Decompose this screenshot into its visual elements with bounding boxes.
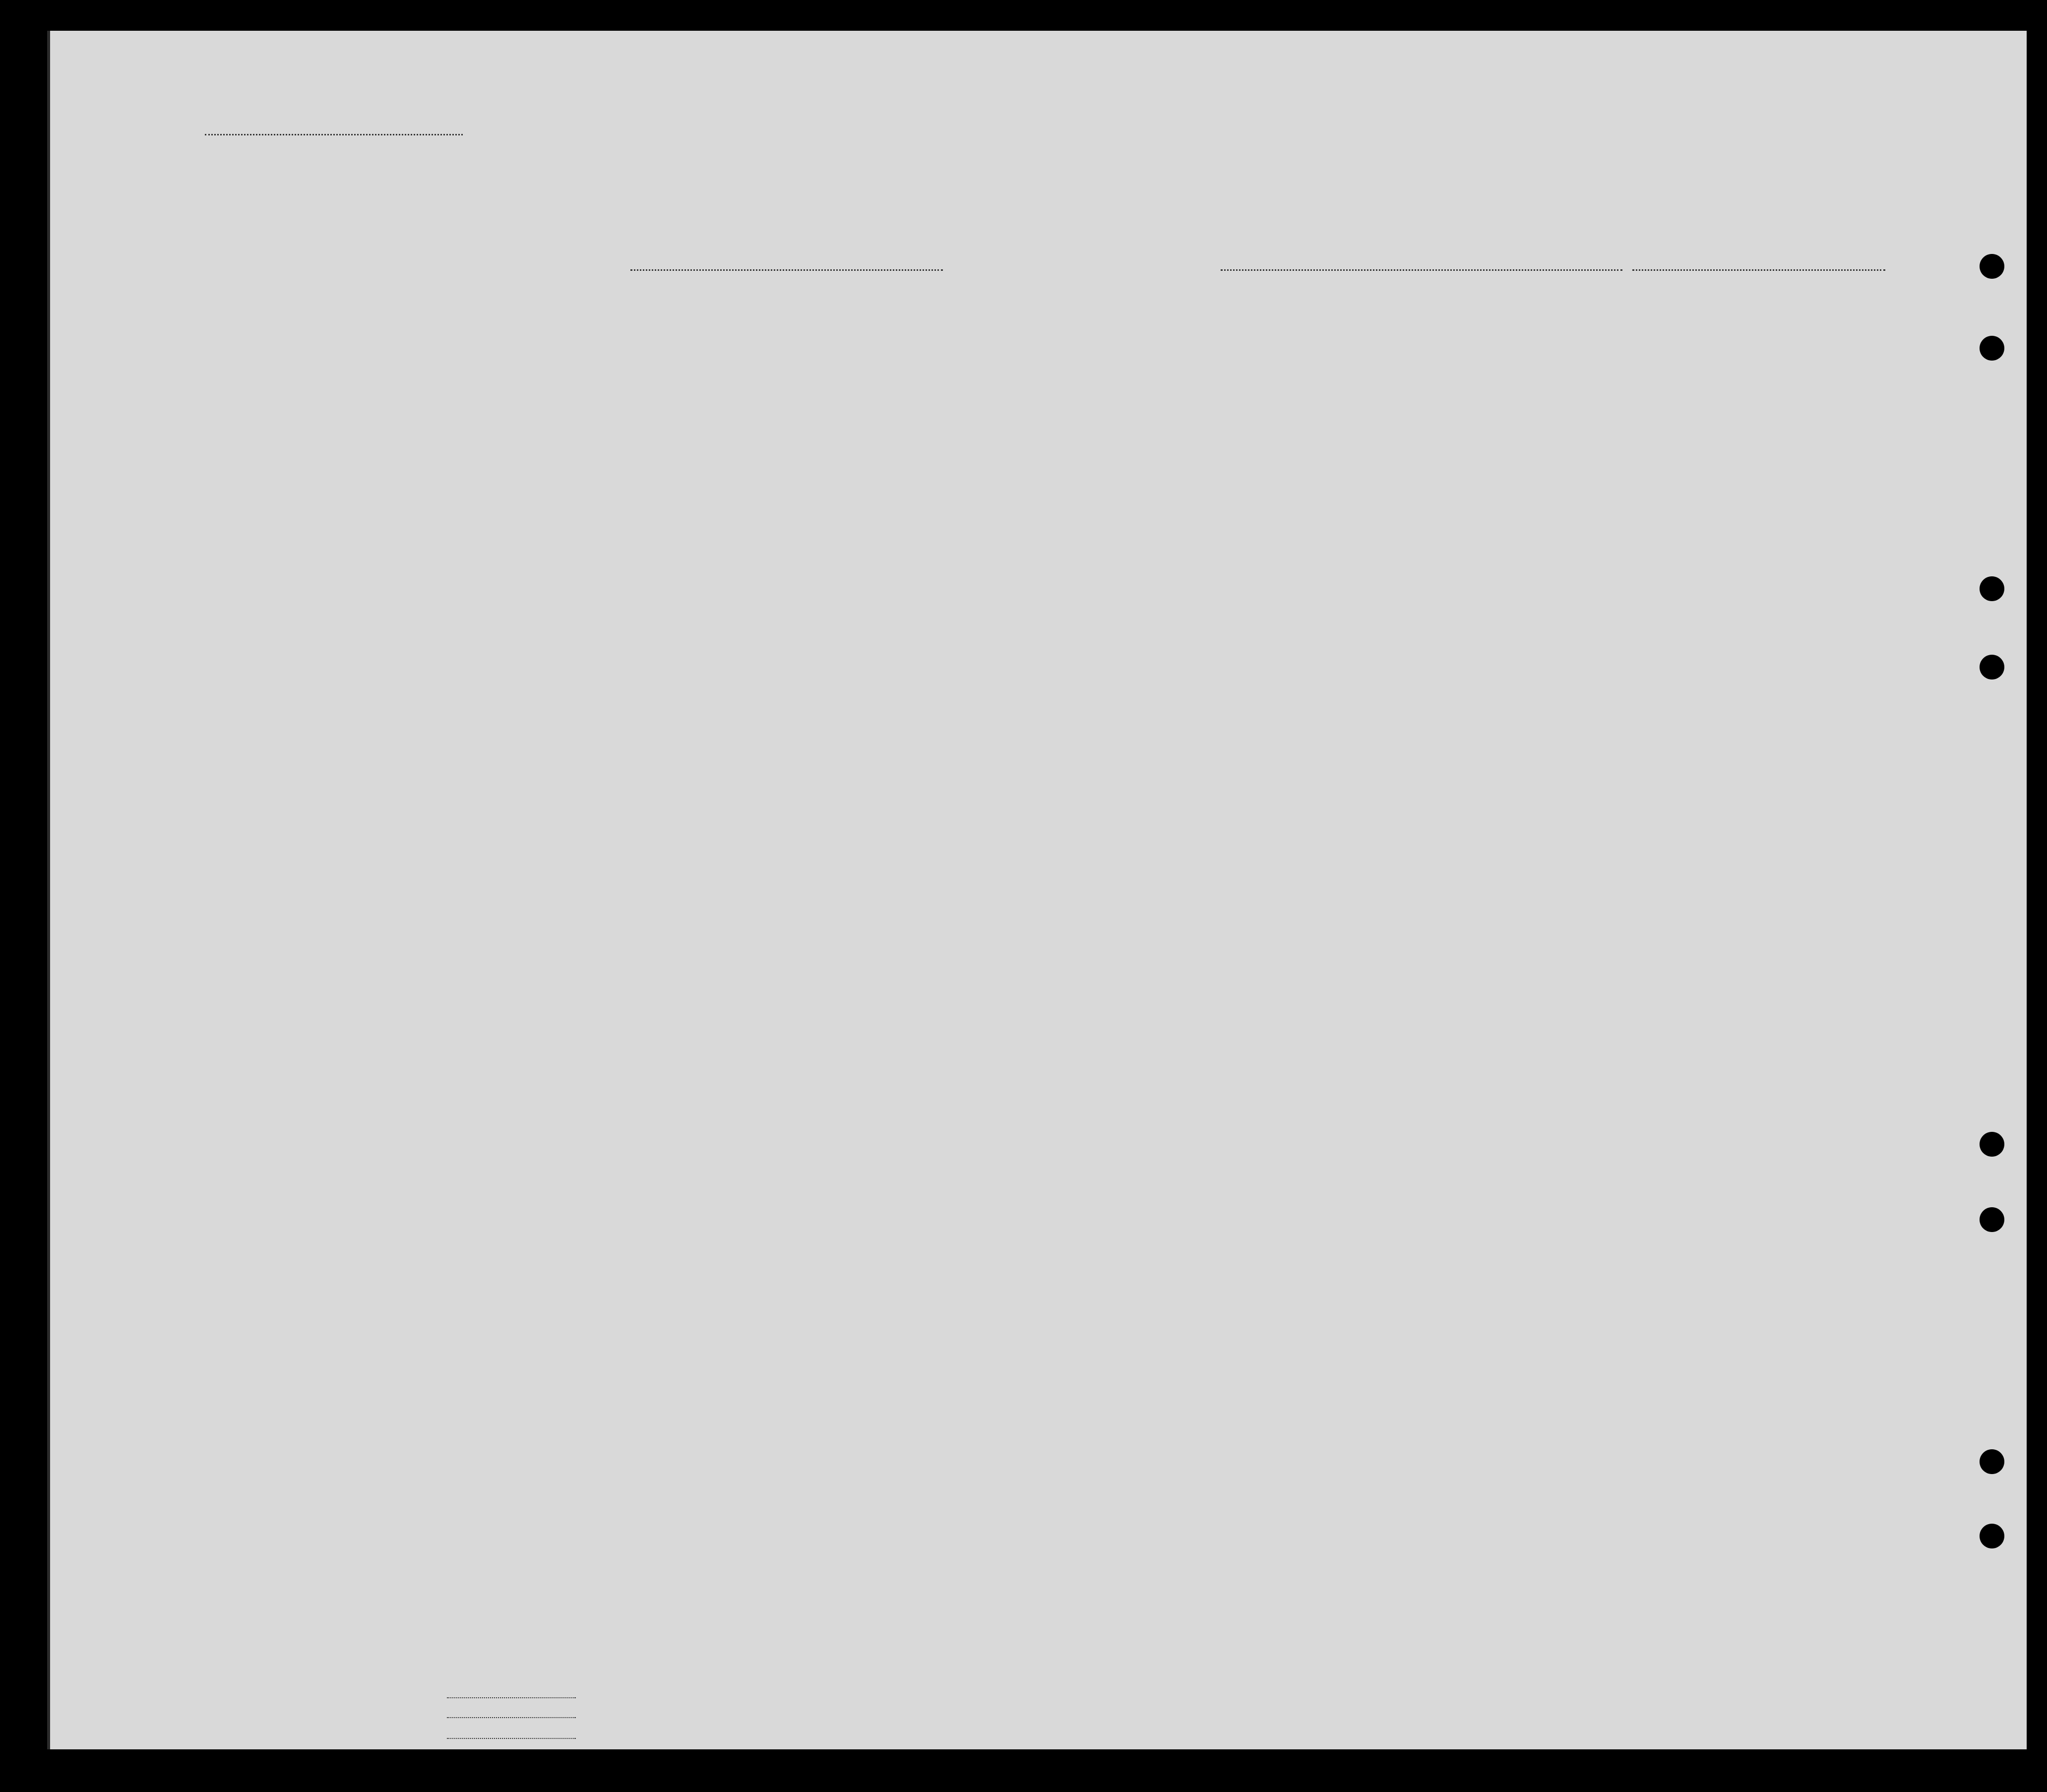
punch-hole: [1980, 1207, 2004, 1232]
footer-total-passengers-line: [447, 1697, 576, 1698]
punch-hole: [1980, 655, 2004, 680]
footer-aliens-line: [447, 1738, 576, 1739]
manifest-grid: [50, 31, 2027, 1749]
manifest-sheet: [47, 31, 2027, 1749]
punch-hole: [1980, 1449, 2004, 1474]
punch-hole: [1980, 576, 2004, 601]
punch-hole: [1980, 1524, 2004, 1548]
punch-hole: [1980, 254, 2004, 279]
footer-us-citizens-line: [447, 1717, 576, 1718]
punch-hole: [1980, 336, 2004, 361]
punch-hole: [1980, 1132, 2004, 1157]
